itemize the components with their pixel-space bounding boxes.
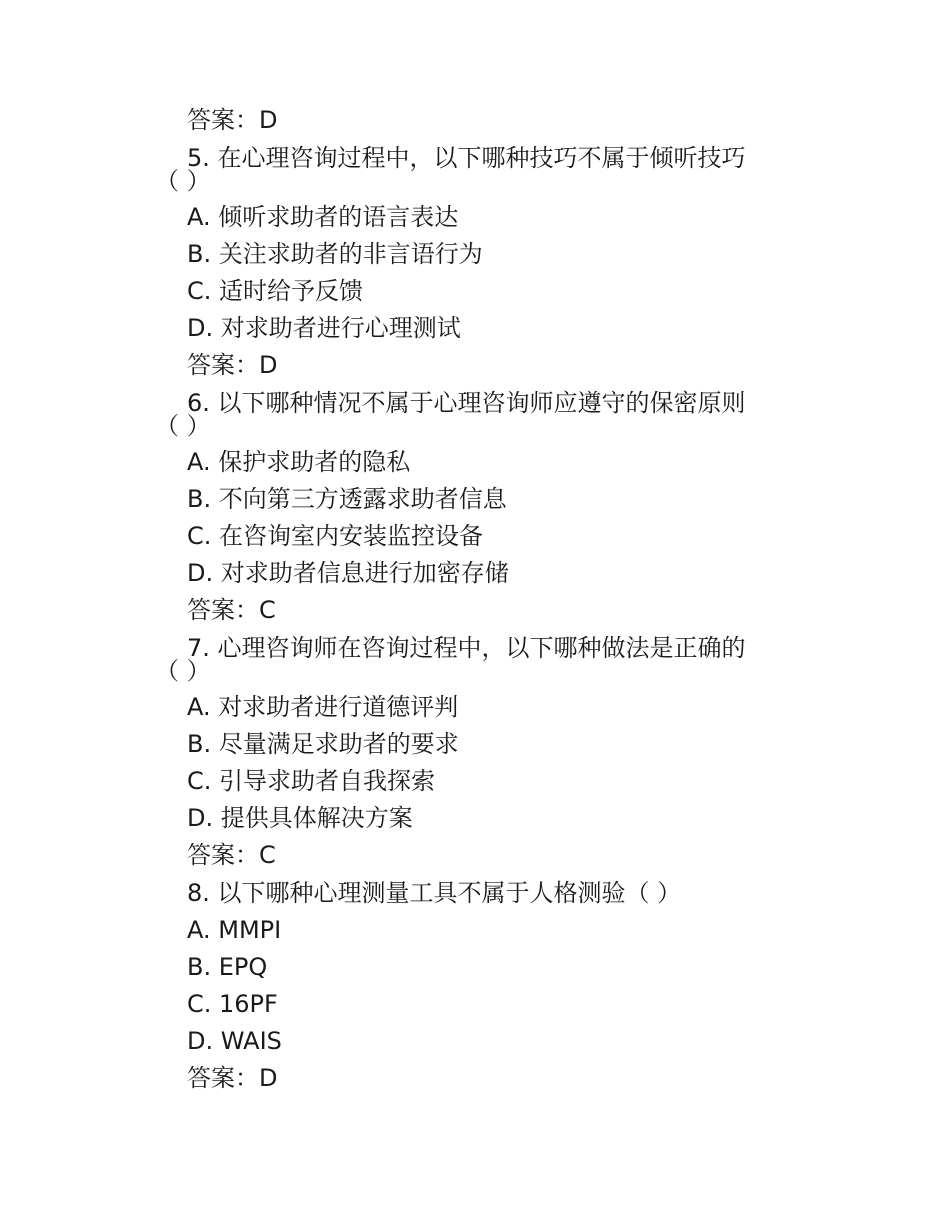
answer-q4: 答案：D	[187, 106, 278, 134]
question-7-option-b: B. 尽量满足求助者的要求	[187, 730, 459, 758]
question-7-option-a: A. 对求助者进行道德评判	[187, 693, 459, 721]
question-5-option-b: B. 关注求助者的非言语行为	[187, 240, 483, 268]
question-8-option-d: D. WAIS	[187, 1027, 282, 1055]
question-6-stem: 6. 以下哪种情况不属于心理咨询师应遵守的保密原则	[187, 389, 746, 417]
answer-q5: 答案：D	[187, 351, 278, 379]
question-5-paren: （ ）	[155, 167, 211, 195]
question-6-paren: （ ）	[155, 412, 211, 440]
question-5-option-a: A. 倾听求助者的语言表达	[187, 203, 459, 231]
question-7-stem: 7. 心理咨询师在咨询过程中，以下哪种做法是正确的	[187, 634, 746, 662]
question-7-option-d: D. 提供具体解决方案	[187, 804, 413, 832]
question-6-option-a: A. 保护求助者的隐私	[187, 448, 411, 476]
question-8-stem: 8. 以下哪种心理测量工具不属于人格测验（ ）	[187, 879, 682, 907]
answer-q7: 答案：C	[187, 841, 276, 869]
answer-q6: 答案：C	[187, 596, 276, 624]
question-6-option-d: D. 对求助者信息进行加密存储	[187, 559, 509, 587]
question-6-option-c: C. 在咨询室内安装监控设备	[187, 522, 484, 550]
question-7-paren: （ ）	[155, 657, 211, 685]
question-5-option-d: D. 对求助者进行心理测试	[187, 314, 461, 342]
question-5-option-c: C. 适时给予反馈	[187, 277, 364, 305]
question-6-option-b: B. 不向第三方透露求助者信息	[187, 485, 507, 513]
question-8-option-c: C. 16PF	[187, 990, 278, 1018]
question-8-option-b: B. EPQ	[187, 953, 268, 981]
question-5-stem: 5. 在心理咨询过程中，以下哪种技巧不属于倾听技巧	[187, 144, 746, 172]
question-8-option-a: A. MMPI	[187, 916, 282, 944]
question-7-option-c: C. 引导求助者自我探索	[187, 767, 436, 795]
answer-q8: 答案：D	[187, 1064, 278, 1092]
